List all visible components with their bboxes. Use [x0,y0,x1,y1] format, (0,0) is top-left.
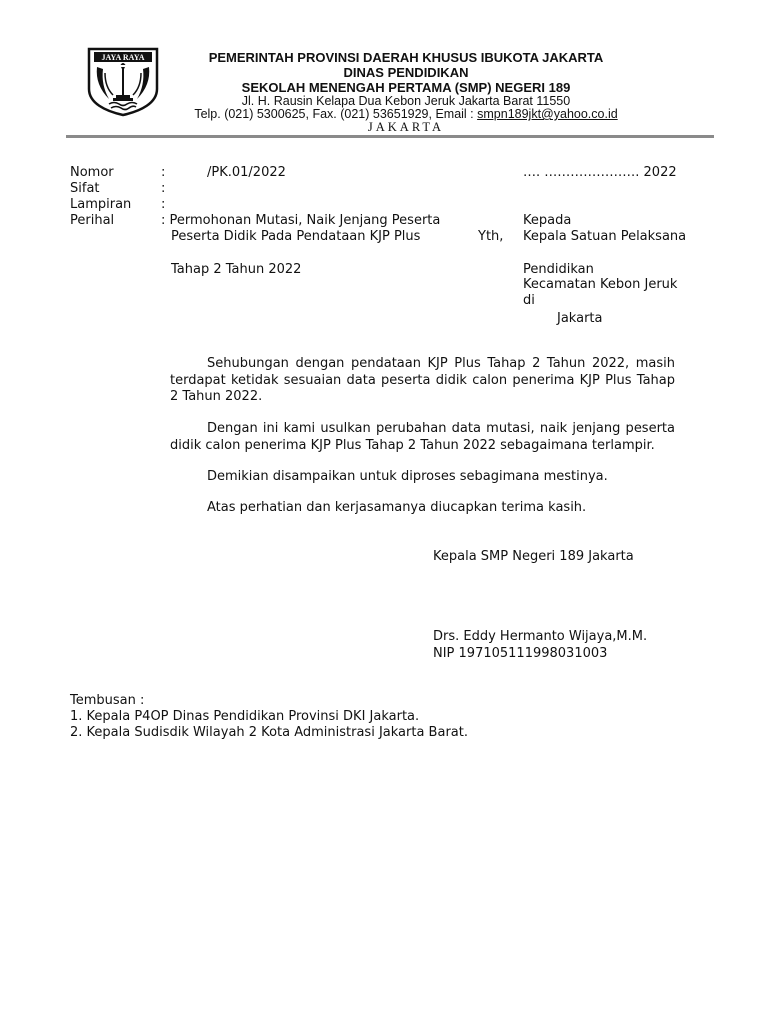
signature-title: Kepala SMP Negeri 189 Jakarta [433,549,634,564]
perihal-line-1: : Permohonan Mutasi, Naik Jenjang Peserta [161,213,441,228]
letterhead-city: JAKARTA [367,120,445,134]
cc-item: 1. Kepala P4OP Dinas Pendidikan Provinsi DKI Jakarta. [70,709,420,724]
signature-nip: NIP 197105111998031003 [433,646,608,661]
letterhead-phone-fax: Telp. (021) 5300625, Fax. (021) 53651929, Email : [194,107,478,121]
recipient-line-1: Kepala Satuan Pelaksana [523,229,687,244]
body-paragraph-3: Demikian disampaikan untuk diproses sebagimana mestinya. [207,469,608,484]
recipient-line-3: Kecamatan Kebon Jeruk [523,277,678,292]
recipient-city: Jakarta [557,311,603,326]
letterhead-email-link[interactable]: smpn189jkt@yahoo.co.id [477,107,618,121]
cc-item: 2. Kepala Sudisdik Wilayah 2 Kota Administrasi Jakarta Barat. [70,725,468,740]
recipient-line-2: Pendidikan [523,262,594,277]
recipient-yth: Yth, [478,229,504,244]
signature-name: Drs. Eddy Hermanto Wijaya,M.M. [433,629,648,644]
recipient-kepada: Kepada [523,213,572,228]
perihal-label: Perihal [70,213,115,228]
nomor-value: /PK.01/2022 [207,165,286,180]
cc-heading: Tembusan : [70,693,145,708]
perihal-line-3: Tahap 2 Tahun 2022 [171,262,302,277]
lampiran-colon: : [161,197,166,212]
body-paragraph-4: Atas perhatian dan kerjasamanya diucapkan terima kasih. [207,500,587,515]
body-paragraph-1: Sehubungan dengan pendataan KJP Plus Tahap 2 Tahun 2022, masih terdapat ketidak sesuaian data peserta didik calon penerima KJP Plus Tahap 2 Tahun 2022. [170,356,675,404]
nomor-label: Nomor [70,165,114,180]
recipient-di: di [523,293,535,308]
letterhead-contact [150,107,662,121]
body-paragraph-2: Dengan ini kami usulkan perubahan data mutasi, naik jenjang peserta didik calon penerima KJP Plus Tahap 2 Tahun 2022 sebagaimana terlampir. [170,421,675,453]
perihal-line-2: Peserta Didik Pada Pendataan KJP Plus [171,229,421,244]
letterhead-divider [66,135,714,138]
sifat-label: Sifat [70,181,100,196]
letterhead-government: PEMERINTAH PROVINSI DAERAH KHUSUS IBUKOTA JAKARTA [208,50,604,65]
sifat-colon: : [161,181,166,196]
letterhead-address: Jl. H. Rausin Kelapa Dua Kebon Jeruk Jakarta Barat 11550 [241,94,571,108]
letterhead-department: DINAS PENDIDIKAN [343,65,469,80]
svg-text:JAYA RAYA: JAYA RAYA [101,53,145,62]
nomor-colon: : [161,165,166,180]
letter-date: …. …………………. 2022 [523,165,677,180]
lampiran-label: Lampiran [70,197,132,212]
letterhead-school: SEKOLAH MENENGAH PERTAMA (SMP) NEGERI 189 [241,80,571,95]
